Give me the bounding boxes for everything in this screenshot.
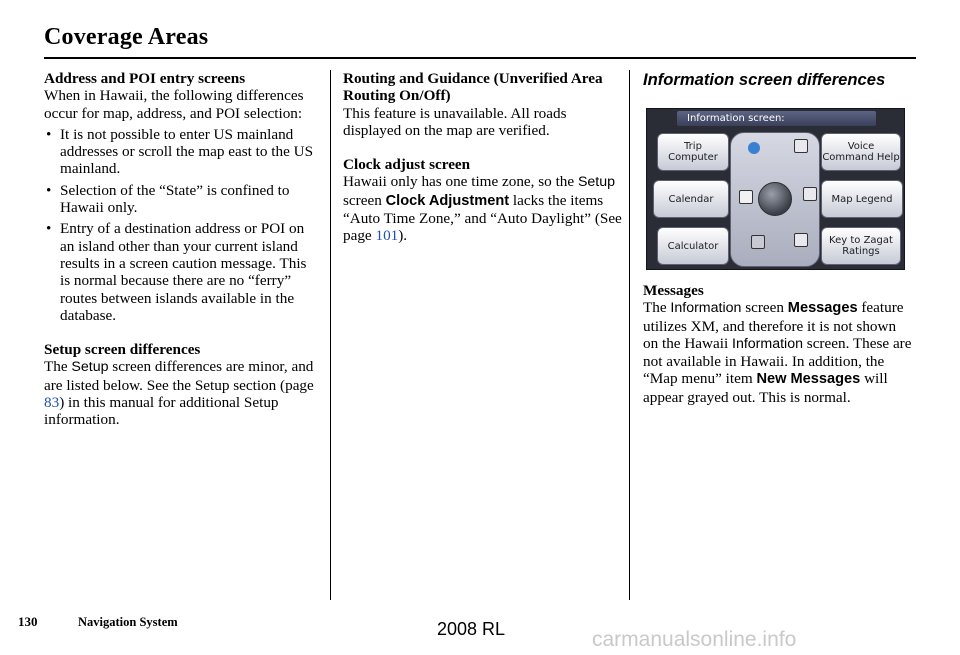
clock-icon [748, 142, 760, 154]
joystick-knob-icon [758, 182, 792, 216]
page-title: Coverage Areas [44, 24, 209, 50]
clock-adjust-body [343, 173, 623, 244]
trip-computer-button[interactable]: Trip Computer [657, 133, 729, 171]
text-run: feature utilizes XM, and therefore it is not shown on the Hawaii [643, 299, 904, 352]
calendar-button[interactable]: Calendar [653, 180, 729, 218]
column-divider-1 [330, 70, 331, 600]
calculator-icon [751, 235, 765, 249]
page-83-link[interactable]: 83 [44, 394, 60, 412]
new-messages-term: New Messages [756, 371, 861, 388]
list-item: • Selection of the “State” is confined to Hawaii only. [44, 182, 320, 217]
calculator-button[interactable]: Calculator [657, 227, 729, 265]
information-screen-screenshot [646, 108, 905, 270]
information-term: Information [670, 300, 742, 317]
text-run: ). [398, 227, 408, 245]
messages-heading: Messages [643, 282, 704, 299]
text-run: screen differences are minor, and are listed below. See the Setup section (page [44, 358, 314, 394]
text-run: screen [741, 299, 788, 317]
setup-differences-body [44, 358, 320, 428]
note-icon [739, 190, 753, 204]
clock-adjustment-term: Clock Adjustment [385, 192, 510, 209]
text-run: Hawaii only has one time zone, so the [343, 173, 578, 191]
address-poi-intro: When in Hawaii, the following differences occur for map, address, and POI selection: [44, 87, 304, 122]
text-run: ) in this manual for additional Setup information. [44, 394, 279, 429]
text-run: will appear grayed out. This is normal. [643, 370, 888, 406]
text-run: screen [343, 191, 386, 209]
column-3 [643, 70, 915, 406]
text-run: The [44, 358, 72, 376]
map-legend-button[interactable]: Map Legend [821, 180, 903, 218]
text-run: screen. These are not available in Hawaii. In addition, the “Map menu” item [643, 334, 912, 388]
page-number: 130 [18, 614, 38, 629]
model-label: 2008 RL [437, 619, 506, 639]
list-item: • Entry of a destination address or POI on an island other than your current island results in a screen caution message. This is normal because there are no “ferry” routes between islands available in the database. [44, 220, 320, 324]
address-poi-heading: Address and POI entry screens [44, 70, 246, 87]
messages-body [643, 299, 915, 406]
column-2 [343, 70, 623, 245]
information-term: Information [732, 335, 803, 352]
address-poi-list [44, 126, 320, 324]
messages-term: Messages [787, 300, 858, 317]
information-screen-heading: Information screen differences [643, 70, 886, 89]
text-run: The [643, 299, 671, 317]
column-1 [44, 70, 320, 429]
book-icon [794, 139, 808, 153]
message-icon [803, 187, 817, 201]
routing-body: This feature is unavailable. All roads displayed on the map are verified. [343, 104, 567, 139]
page-101-link[interactable]: 101 [375, 227, 399, 245]
watermark: carmanualsonline.info [592, 628, 797, 651]
setup-differences-heading: Setup screen differences [44, 341, 201, 359]
list-item: • It is not possible to enter US mainland addresses or scroll the map east to the US mainland. [44, 126, 320, 178]
text-run: lacks the items “Auto Time Zone,” and “Auto Daylight” (See page [343, 191, 622, 245]
title-rule [44, 57, 916, 59]
clock-adjust-heading: Clock adjust screen [343, 156, 471, 174]
setup-screen-term: Setup [577, 174, 616, 191]
footer-label: Navigation System [78, 615, 178, 629]
key-to-zagat-button[interactable]: Key to Zagat Ratings [821, 227, 901, 265]
column-divider-2 [629, 70, 630, 600]
routing-heading: Routing and Guidance (Unverified Area Routing On/Off) [343, 70, 603, 105]
zagat-icon [794, 233, 808, 247]
voice-command-help-button[interactable]: Voice Command Help [821, 133, 901, 171]
setup-screen-term: Setup [71, 359, 109, 376]
screenshot-title: Information screen: [677, 111, 876, 126]
